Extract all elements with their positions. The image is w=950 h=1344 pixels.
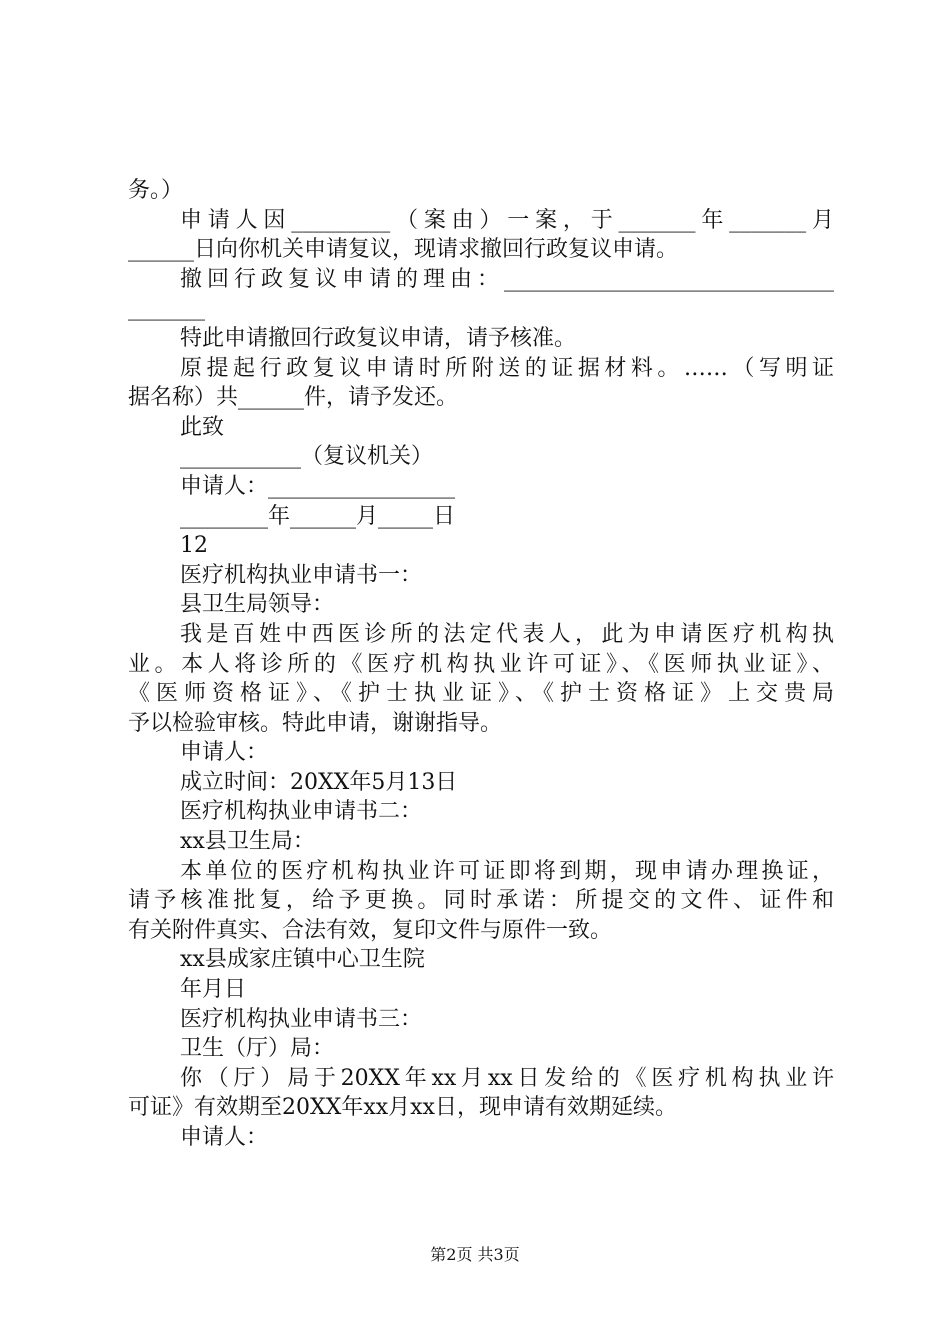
page-footer: 第2页 共3页 [430,1245,520,1264]
document-line: 成立时间：20XX年5月13日 [180,769,458,795]
document-line: xx县成家庄镇中心卫生院 [180,947,425,973]
document-line: 你（厅）局于20XX年xx月xx日发给的《医疗机构执业许 [180,1065,834,1091]
document-line: 申请人： [180,740,269,766]
document-line: 原提起行政复议申请时所附送的证据材料。……（写明证 [180,355,834,381]
document-line: ___________（复议机关） [180,444,434,470]
document-line: 《医师资格证》、《护士执业证》、《护士资格证》上交贵局 [128,681,834,707]
document-line: 12 [180,533,208,559]
document-line: 可证》有效期至20XX年xx月xx日，现申请有效期延续。 [128,1095,677,1121]
document-line: 医疗机构执业申请书一： [180,562,423,588]
document-line: 医疗机构执业申请书二： [180,799,423,825]
document-line: ______日向你机关申请复议，现请求撤回行政复议申请。 [128,237,679,263]
document-line: 年月日 [180,977,247,1003]
document-line: 卫生（厅）局： [180,1036,335,1062]
document-line: 申请人因_________（案由）一案，于_______年_______月 [180,207,834,233]
document-line: 申请人：_________________ [180,473,456,499]
document-line: _______ [128,296,205,322]
document-line: 予以检验审核。特此申请，谢谢指导。 [128,710,503,736]
document-line: 有关附件真实、合法有效，复印文件与原件一致。 [128,917,613,943]
document-line: xx县卫生局： [180,829,315,855]
document-line: 本单位的医疗机构执业许可证即将到期，现申请办理换证， [180,858,834,884]
document-body [128,176,834,1153]
document-line: 县卫生局领导： [180,592,335,618]
document-line: 撤回行政复议申请的理由：______________________________ [180,266,834,292]
document-line: 申请人： [180,1125,269,1150]
document-line: 此致 [180,414,225,440]
document-line: 务。） [128,178,184,203]
document-line: 特此申请撤回行政复议申请，请予核准。 [180,325,577,351]
document-line: ________年______月_____日 [180,503,456,529]
document-line: 我是百姓中西医诊所的法定代表人，此为申请医疗机构执 [180,621,834,647]
document-line: 业。本人将诊所的《医疗机构执业许可证》、《医师执业证》、 [128,651,834,677]
document-line: 请予核准批复，给予更换。同时承诺：所提交的文件、证件和 [128,888,834,914]
document-line: 医疗机构执业申请书三： [180,1006,423,1032]
document-line: 据名称）共______件，请予发还。 [128,385,459,411]
